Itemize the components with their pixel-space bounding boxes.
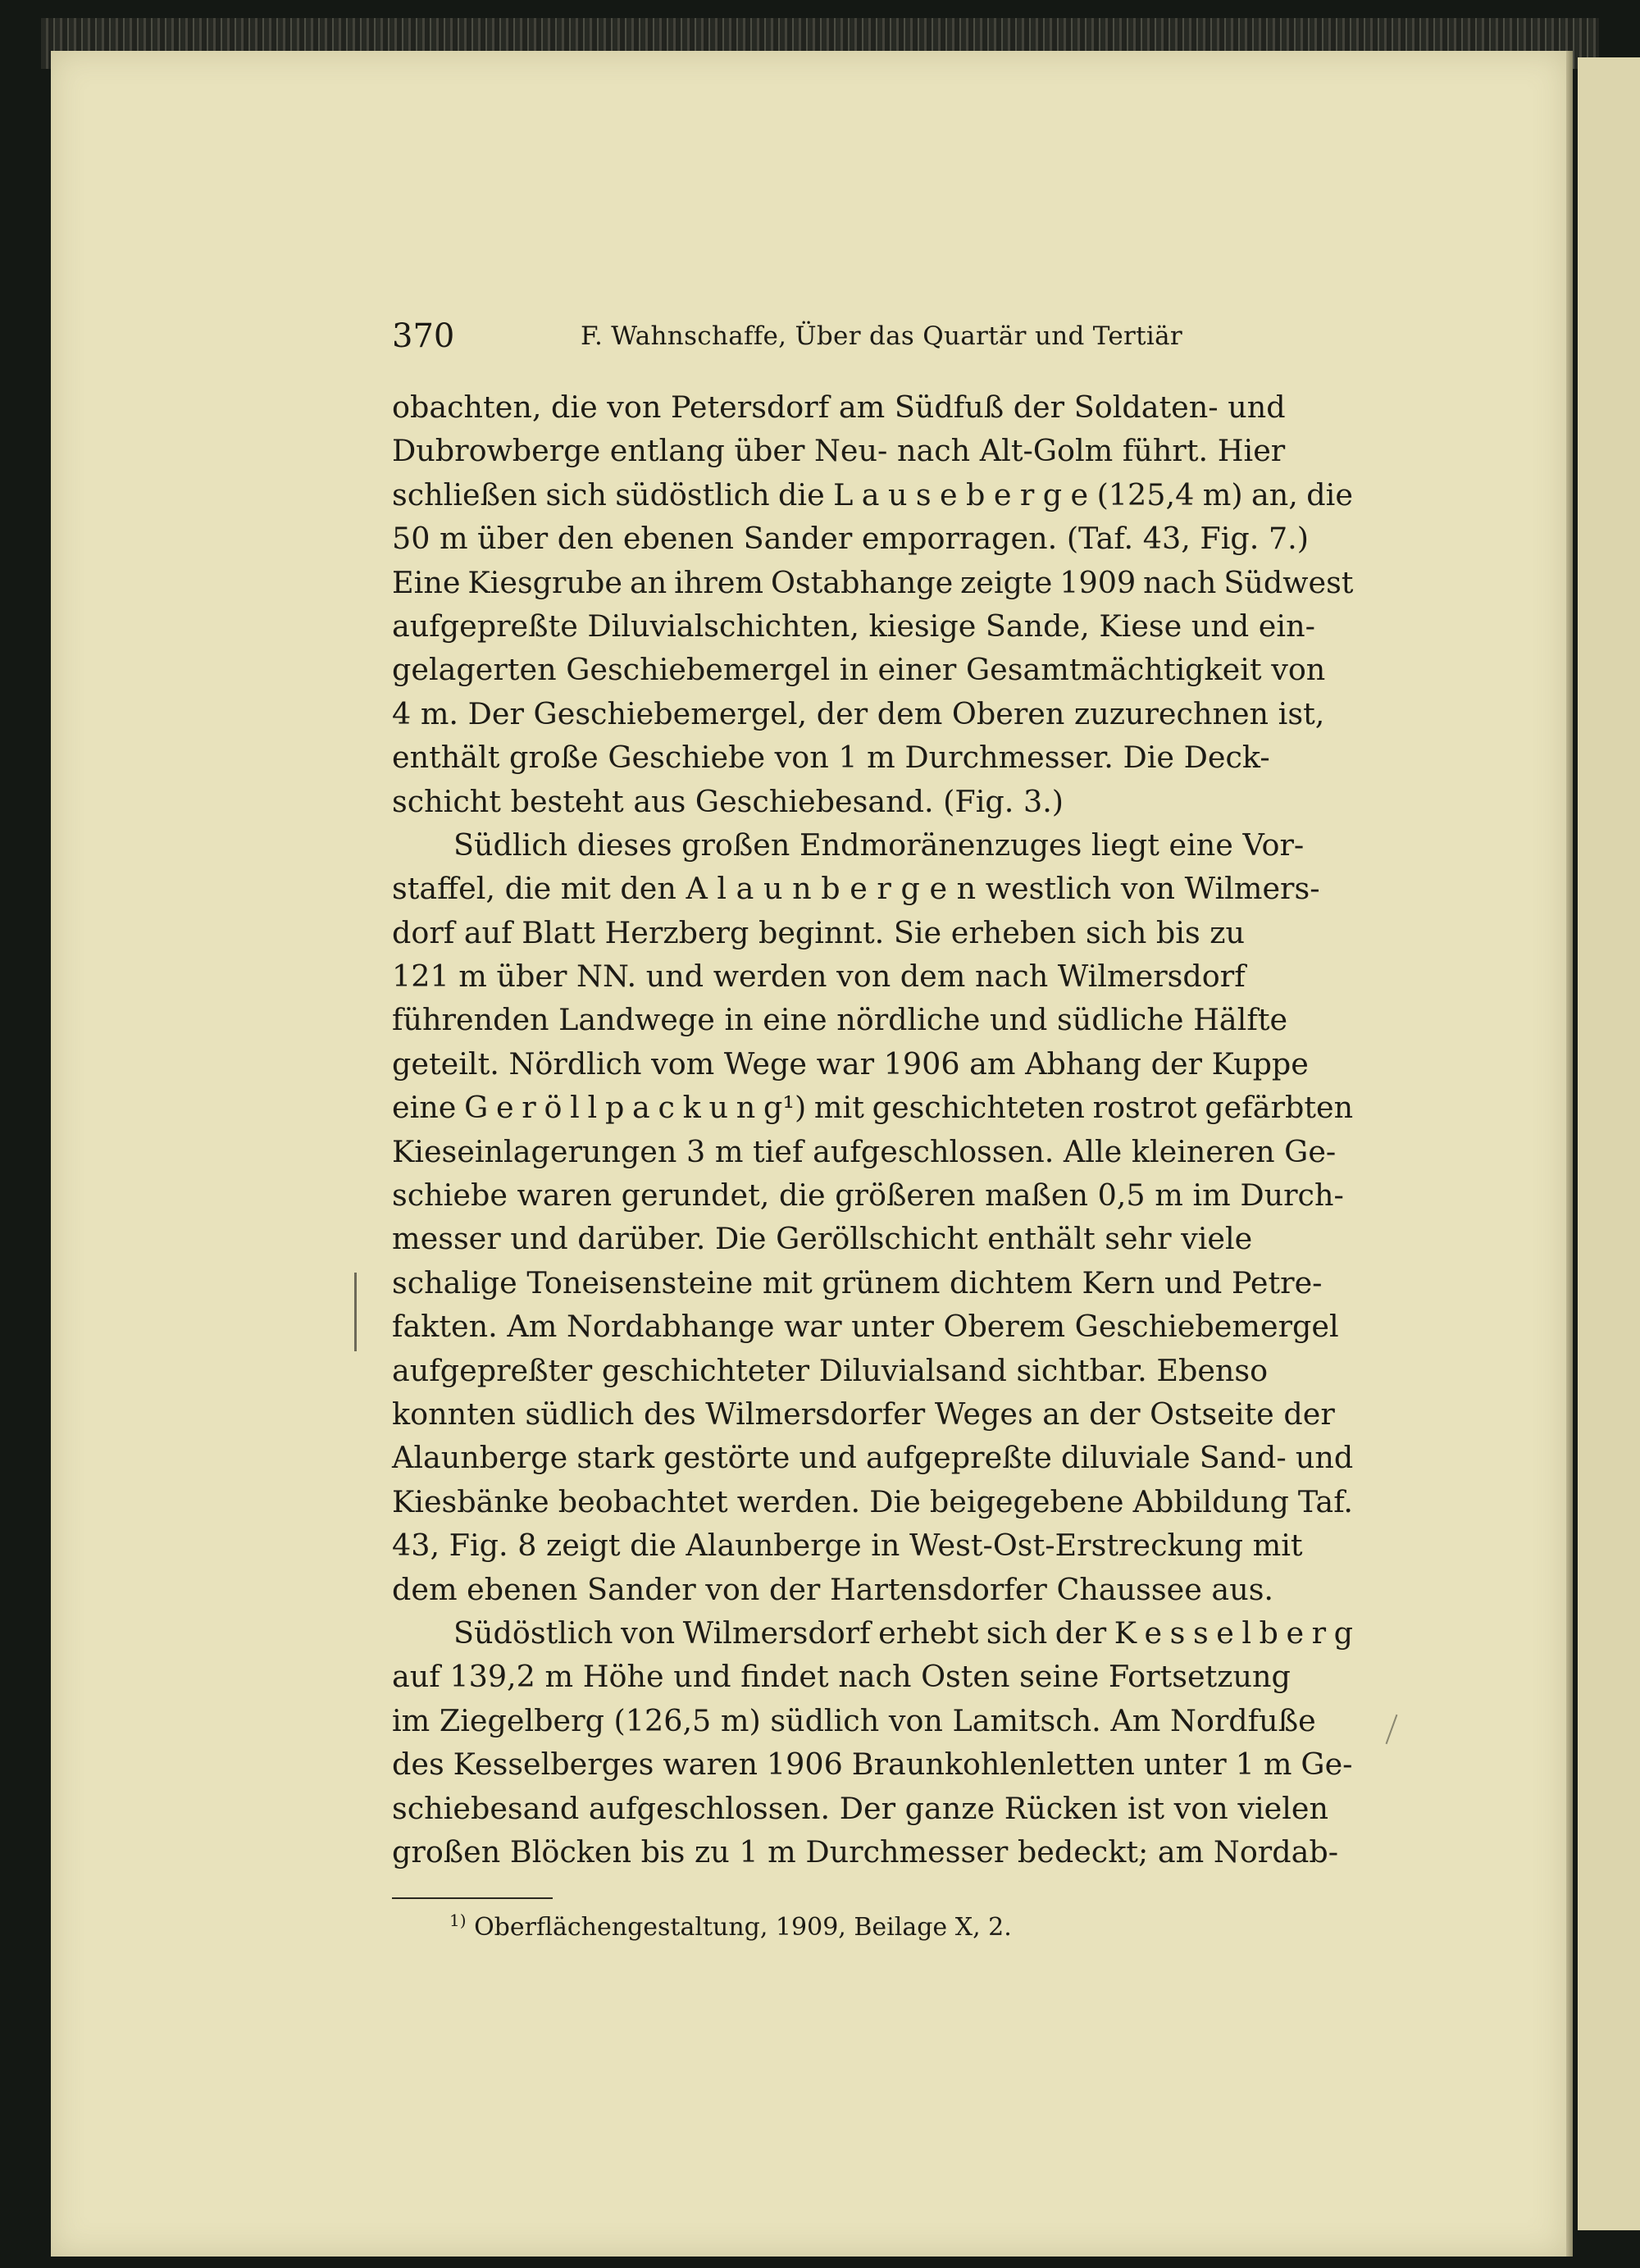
text-line: geteilt. Nördlich vom Wege war 1906 am Abhang der Kuppe — [392, 1045, 1309, 1082]
text-line: eine G e r ö l l p a c k u n g¹) mit geschichteten rostrot gefärbten — [392, 1090, 1354, 1126]
body-text — [392, 385, 1353, 1874]
text-line: staffel, die mit den A l a u n b e r g e n westlich von Wilmers- — [392, 871, 1320, 907]
text-line: dem ebenen Sander von der Hartensdorfer Chaussee aus. — [392, 1571, 1274, 1607]
text-line: konnten südlich des Wilmersdorfer Weges an der Ostseite der — [392, 1396, 1335, 1432]
footnote-text: Oberflächengestaltung, 1909, Beilage X, 2. — [474, 1913, 1012, 1942]
text-line: schiebe waren gerundet, die größeren maßen 0,5 m im Durch- — [392, 1177, 1344, 1214]
text-line: gelagerten Geschiebemergel in einer Gesamtmächtigkeit von — [392, 652, 1326, 688]
text-line: obachten, die von Petersdorf am Südfuß der Soldaten- und — [392, 389, 1286, 425]
text-line: 43, Fig. 8 zeigt die Alaunberge in West-Ost-Erstreckung mit — [392, 1528, 1303, 1564]
text-line: 50 m über den ebenen Sander emporragen. (Taf. 43, Fig. 7.) — [392, 521, 1310, 557]
paragraph-start-line: Südöstlich von Wilmersdorf erhebt sich der K e s s e l b e r g — [453, 1614, 1353, 1651]
footnote — [449, 1907, 1351, 1948]
text-line: auf 139,2 m Höhe und findet nach Osten seine Fortsetzung — [392, 1659, 1291, 1695]
text-line: schicht besteht aus Geschiebesand. (Fig. 3.) — [392, 783, 1064, 819]
text-line: aufgepreßte Diluvialschichten, kiesige Sande, Kiese und ein- — [392, 608, 1315, 644]
text-line: des Kesselberges waren 1906 Braunkohlenletten unter 1 m Ge- — [392, 1747, 1353, 1783]
text-line: fakten. Am Nordabhange war unter Oberem Geschiebemergel — [392, 1309, 1339, 1345]
page-edge — [1566, 51, 1573, 2257]
running-head — [392, 313, 1343, 362]
page-number: 370 — [392, 317, 455, 355]
footnote-rule — [392, 1897, 553, 1899]
text-line: schiebesand aufgeschlossen. Der ganze Rücken ist von vielen — [392, 1790, 1329, 1826]
paragraph-start-line: Südlich dieses großen Endmoränenzuges liegt eine Vor- — [453, 827, 1305, 863]
text-line: schließen sich südöstlich die L a u s e b e r g e (125,4 m) an, die — [392, 476, 1353, 512]
text-line: 121 m über NN. und werden von dem nach Wilmersdorf — [392, 959, 1246, 995]
text-line: Alaunberge stark gestörte und aufgepreßte diluviale Sand- und — [392, 1440, 1354, 1476]
text-line: schalige Toneisensteine mit grünem dichtem Kern und Petre- — [392, 1264, 1323, 1300]
text-line: Dubrowberge entlang über Neu- nach Alt-Golm führt. Hier — [392, 433, 1286, 469]
text-line: großen Blöcken bis zu 1 m Durchmesser bedeckt; am Nordab- — [392, 1833, 1339, 1870]
adjacent-page-strip — [1578, 57, 1640, 2230]
text-line: im Ziegelberg (126,5 m) südlich von Lamitsch. Am Nordfuße — [392, 1702, 1316, 1738]
text-line: führenden Landwege in eine nördliche und südliche Hälfte — [392, 1002, 1288, 1038]
text-line: Kieseinlagerungen 3 m tief aufgeschlossen. Alle kleineren Ge- — [392, 1133, 1337, 1169]
margin-pencil-mark — [354, 1273, 357, 1351]
text-line: Eine Kiesgrube an ihrem Ostabhange zeigte 1909 nach Südwest — [392, 564, 1354, 600]
text-line: messer und darüber. Die Geröllschicht enthält sehr viele — [392, 1221, 1253, 1257]
text-line: enthält große Geschiebe von 1 m Durchmesser. Die Deck- — [392, 740, 1270, 776]
text-line: Kiesbänke beobachtet werden. Die beigegebene Abbildung Taf. — [392, 1483, 1354, 1519]
running-title: F. Wahnschaffe, Über das Quartär und Tertiär — [581, 321, 1182, 351]
text-line: 4 m. Der Geschiebemergel, der dem Oberen zuzurechnen ist, — [392, 695, 1325, 731]
text-line: dorf auf Blatt Herzberg beginnt. Sie erheben sich bis zu — [392, 914, 1246, 950]
text-line: aufgepreßter geschichteter Diluvialsand sichtbar. Ebenso — [392, 1352, 1269, 1388]
footnote-marker: 1) — [449, 1910, 467, 1930]
